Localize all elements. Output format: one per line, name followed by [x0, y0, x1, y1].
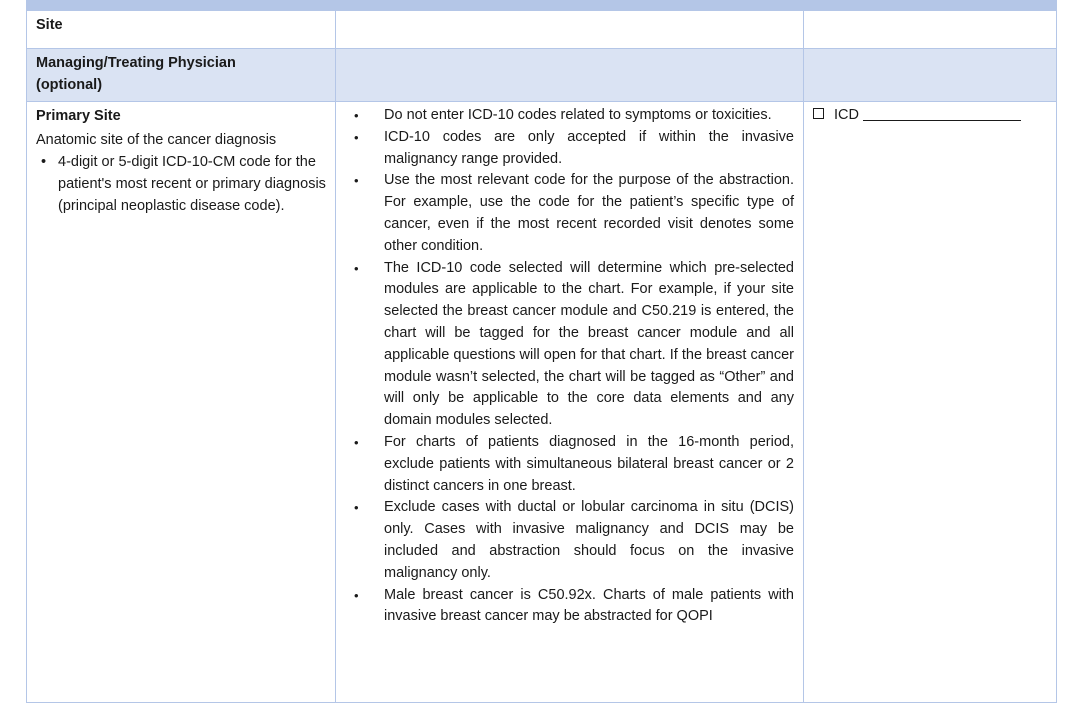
- physician-response-cell[interactable]: [804, 49, 1057, 102]
- physician-label-cell: [27, 49, 336, 102]
- icd-checkbox[interactable]: [813, 108, 824, 119]
- header-cell: [27, 0, 336, 11]
- primary-site-response-cell: [804, 102, 1057, 703]
- primary-site-label: Primary Site: [36, 108, 121, 124]
- site-label-cell: [27, 11, 336, 49]
- primary-site-instructions: [346, 105, 794, 628]
- list-item: • Do not enter ICD-10 codes related to symptoms or toxicities.: [384, 105, 794, 127]
- list-item: • The ICD-10 code selected will determine which pre-selected modules are applicable to the chart. For example, if your site selected the breast cancer module and C50.219 is entered, the chart will be tagged for the breast cancer module and all applicable questions will open for that chart. If the breast cancer module wasn’t selected, the chart will be tagged as “Other” and will only be applicable to the core data elements and any domain modules selected.: [384, 258, 794, 432]
- list-item: • ICD-10 codes are only accepted if within the invasive malignancy range provided.: [384, 127, 794, 171]
- list-item: • For charts of patients diagnosed in the 16-month period, exclude patients with simultaneous bilateral breast cancer or 2 distinct cancers in one breast.: [384, 432, 794, 497]
- list-item: • Male breast cancer is C50.92x. Charts of male patients with invasive breast cancer may be abstracted for QOPI: [384, 585, 794, 629]
- table-row-primary-site: [27, 102, 1057, 703]
- header-cell: [804, 0, 1057, 11]
- icd-entry-line[interactable]: [863, 106, 1021, 121]
- primary-site-label-cell: [27, 102, 336, 703]
- site-instructions-cell: [336, 11, 804, 49]
- physician-instructions-cell: [336, 49, 804, 102]
- list-item: • 4-digit or 5-digit ICD-10-CM code for the patient's most recent or primary diagnosis (principal neoplastic disease code).: [58, 151, 326, 217]
- table-row-physician: [27, 49, 1057, 102]
- site-response-cell[interactable]: [804, 11, 1057, 49]
- table-row-site: [27, 11, 1057, 49]
- primary-site-bullets: [36, 151, 326, 217]
- table-header-band: [27, 0, 1057, 11]
- physician-label-line1: Managing/Treating Physician: [36, 55, 236, 71]
- icd-option-label: ICD: [834, 107, 859, 123]
- abstraction-table: [26, 0, 1057, 703]
- site-label: Site: [36, 17, 63, 33]
- list-item: • Use the most relevant code for the purpose of the abstraction. For example, use the code for the patient’s specific type of cancer, even if the most recent recorded visit denotes some other condition.: [384, 170, 794, 257]
- primary-site-description: Anatomic site of the cancer diagnosis: [36, 132, 277, 148]
- physician-label-line2: (optional): [36, 77, 103, 93]
- header-cell: [336, 0, 804, 11]
- list-item: • Exclude cases with ductal or lobular carcinoma in situ (DCIS) only. Cases with invasive malignancy and DCIS may be included and abstraction should focus on the invasive malignancy only.: [384, 497, 794, 584]
- primary-site-instructions-cell: [336, 102, 804, 703]
